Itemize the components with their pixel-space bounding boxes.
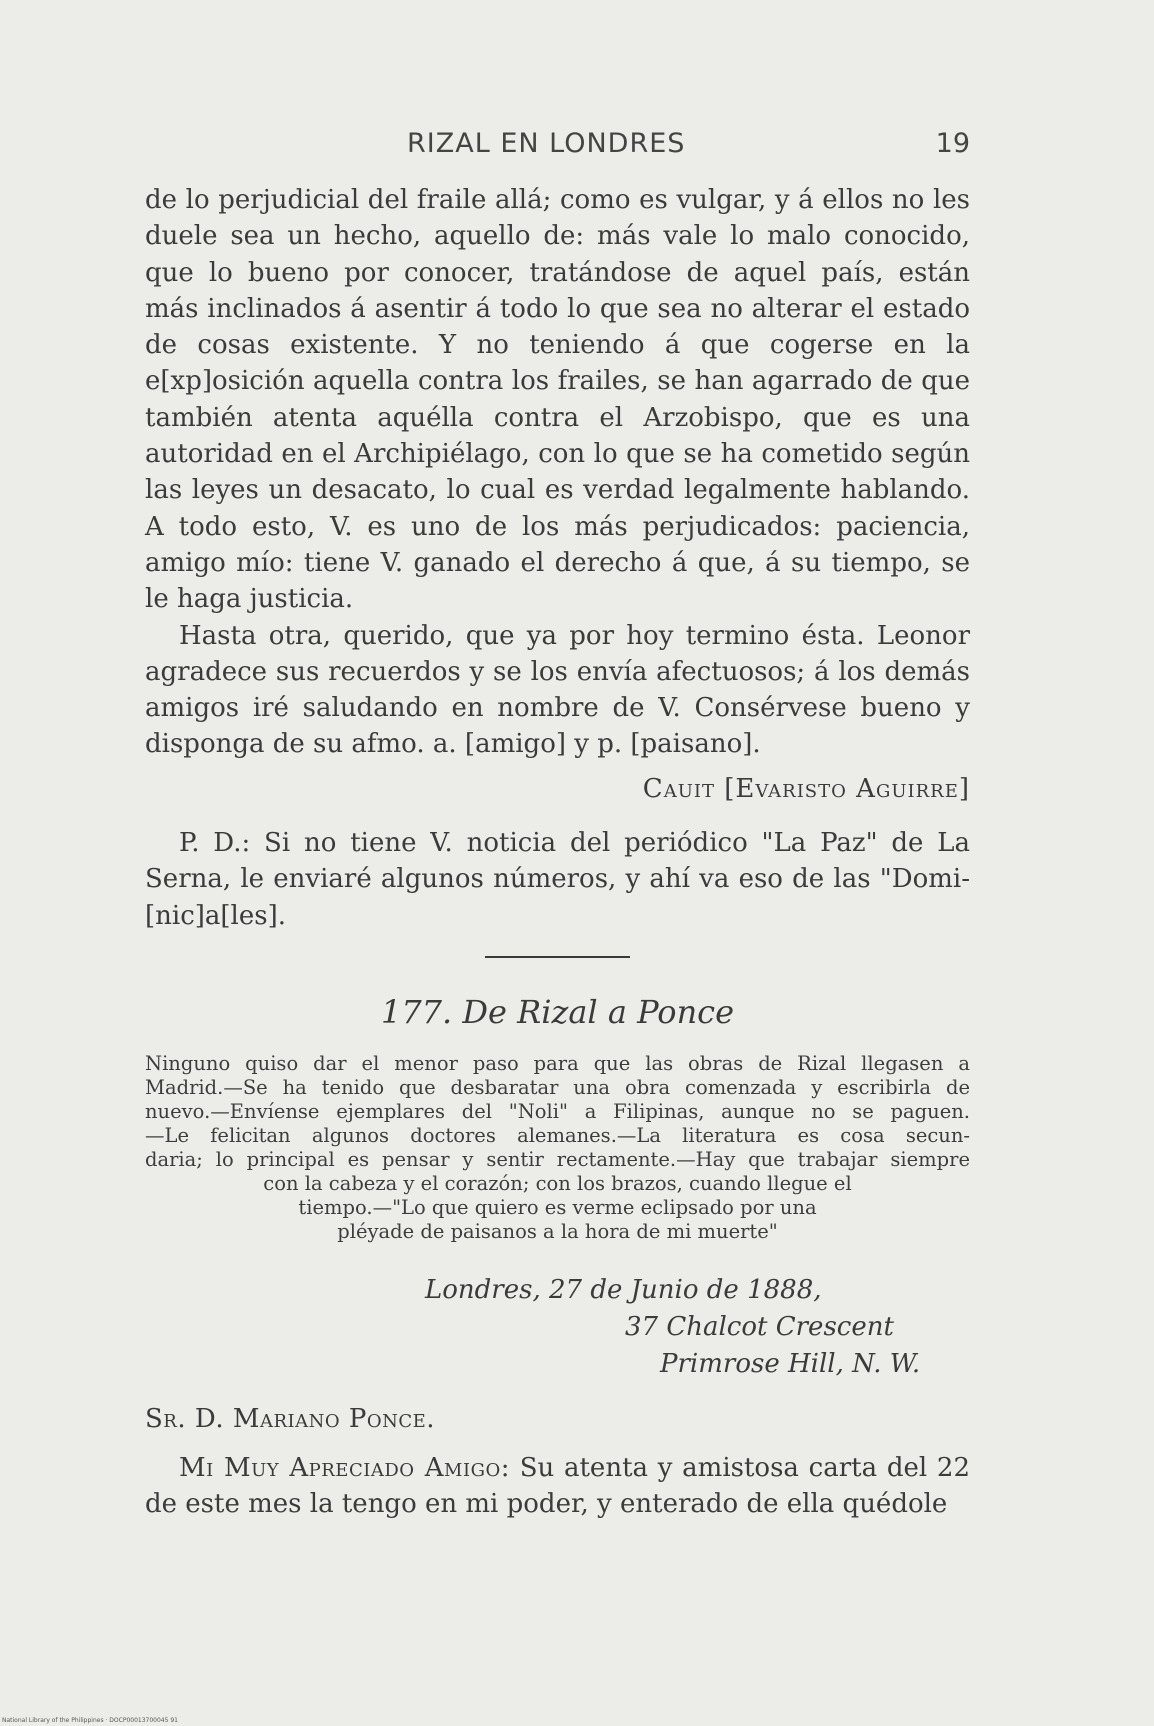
summary-line: Madrid.—Se ha tenido que desbaratar una obra comenzada y escribirla de bbox=[145, 1076, 970, 1100]
summary-line: —Le felicitan algunos doctores alemanes.—La literatura es cosa secun- bbox=[145, 1124, 970, 1148]
summary-line: con la cabeza y el corazón; con los brazos, cuando llegue el bbox=[263, 1172, 852, 1196]
letter-176-postscript: P. D.: Si no tiene V. noticia del periódico "La Paz" de La Serna, le enviaré algunos números, y ahí va eso de las "Domi-[nic]a[les]. bbox=[145, 828, 970, 931]
summary-line: tiempo.—"Lo que quiero es verme eclipsado por una bbox=[298, 1196, 817, 1220]
letter-176-signature: Cauit [Evaristo Aguirre] bbox=[642, 773, 970, 804]
dateline-address-2: Primrose Hill, N. W. bbox=[660, 1349, 921, 1380]
page-number: 19 bbox=[935, 128, 970, 159]
dateline-place-date: Londres, 27 de Junio de 1888, bbox=[425, 1275, 822, 1306]
summary-line: Ninguno quiso dar el menor paso para que las obras de Rizal llegasen a bbox=[145, 1052, 970, 1076]
scan-footer: National Library of the Philippines · DOCP00013700045 91 bbox=[2, 1717, 178, 1724]
summary-line: nuevo.—Envíense ejemplares del "Noli" a Filipinas, aunque no se paguen. bbox=[145, 1100, 970, 1124]
running-head: RIZAL EN LONDRES bbox=[407, 128, 686, 159]
section-divider bbox=[485, 956, 630, 958]
dateline-address-1: 37 Chalcot Crescent bbox=[625, 1312, 894, 1343]
summary-line: pléyade de paisanos a la hora de mi muerte" bbox=[337, 1220, 778, 1244]
page-body bbox=[145, 182, 970, 1522]
summary-line: daria; lo principal es pensar y sentir rectamente.—Hay que trabajar siempre bbox=[145, 1148, 970, 1172]
letter-177-summary bbox=[145, 1052, 970, 1244]
letter-177-dateline bbox=[145, 1272, 970, 1383]
letter-177-title: 177. De Rizal a Ponce bbox=[380, 992, 735, 1031]
letter-176-paragraph-2: Hasta otra, querido, que ya por hoy termino ésta. Leonor agradece sus recuerdos y se los envía afectuosos; á los demás amigos iré saludando en nombre de V. Consérvese bueno y disponga de su afmo. a. [amigo] y p. [paisano]. bbox=[145, 620, 970, 760]
opening-small-caps: Mi Muy Apreciado Amigo: bbox=[179, 1452, 510, 1483]
letter-177-opening bbox=[145, 1450, 970, 1523]
opening-text: Su atenta y amistosa carta del 22 de este mes la tengo en mi poder, y enterado de ella quédole bbox=[145, 1452, 970, 1519]
letter-176-paragraph-1: de lo perjudicial del fraile allá; como es vulgar, y á ellos no les duele sea un hecho, aquello de: más vale lo malo conocido, que lo bueno por conocer, tratándose de aquel país, están más inclinados á asentir á todo lo que sea no alterar el estado de cosas existente. Y no teniendo á que cogerse en la e[xp]osición aquella contra los frailes, se han agarrado de que también atenta aquélla contra el Arzobispo, que es una autoridad en el Archipiélago, con lo que se ha cometido según las leyes un desacato, lo cual es verdad legalmente hablando. A todo esto, V. es uno de los más perjudicados: paciencia, amigo mío: tiene V. ganado el derecho á que, á su tiempo, se le haga justicia. bbox=[145, 185, 970, 615]
letter-177-salutation: Sr. D. Mariano Ponce. bbox=[145, 1404, 436, 1435]
page-header bbox=[145, 128, 970, 168]
